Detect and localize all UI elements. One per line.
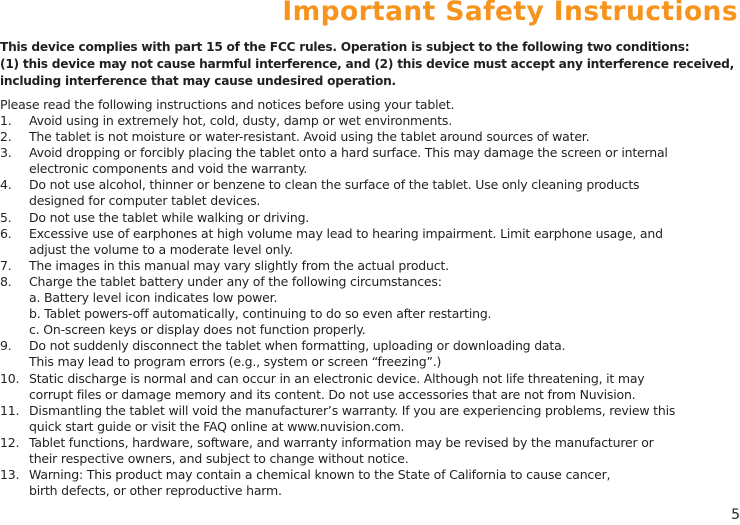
page-number: 5 bbox=[731, 507, 740, 523]
list-item-number: 2. bbox=[0, 129, 12, 145]
list-item-text: Do not use the tablet while walking or driving. bbox=[29, 209, 310, 225]
list-item-number: 12. bbox=[0, 434, 20, 450]
fcc-line: This device complies with part 15 of the FCC rules. Operation is subject to the following two conditions: bbox=[0, 40, 690, 54]
list-item bbox=[0, 113, 740, 129]
fcc-statement bbox=[0, 39, 740, 90]
list-item-text: b. Tablet powers-off automatically, continuing to do so even after restarting. bbox=[29, 306, 492, 322]
list-item-text: electronic components and void the warranty. bbox=[29, 161, 308, 177]
list-item-text: Do not suddenly disconnect the tablet when formatting, uploading or downloading data. bbox=[29, 338, 566, 354]
list-item-text: Avoid dropping or forcibly placing the tablet onto a hard surface. This may damage the screen or internal bbox=[29, 145, 668, 161]
list-item-text: Excessive use of earphones at high volume may lead to hearing impairment. Limit earphone usage, and bbox=[29, 225, 663, 241]
list-item bbox=[0, 274, 740, 338]
list-item-number: 6. bbox=[0, 225, 12, 241]
list-item bbox=[0, 435, 740, 467]
list-item-text: corrupt files or damage memory and its content. Do not use accessories that are not from Nuvision. bbox=[29, 386, 636, 402]
list-item-text: Warning: This product may contain a chemical known to the State of California to cause cancer, bbox=[29, 467, 611, 483]
safety-instructions-list bbox=[0, 113, 740, 499]
list-item-text: adjust the volume to a moderate level only. bbox=[29, 241, 293, 257]
list-item bbox=[0, 371, 740, 403]
list-item-text: This may lead to program errors (e.g., system or screen “freezing”.) bbox=[29, 354, 442, 370]
list-item bbox=[0, 145, 740, 177]
fcc-line: (1) this device may not cause harmful interference, and (2) this device must accept any interference received, bbox=[0, 57, 734, 71]
list-item-number: 1. bbox=[0, 113, 12, 128]
list-item-text: The tablet is not moisture or water-resistant. Avoid using the tablet around sources of water. bbox=[29, 129, 590, 145]
list-item-number: 11. bbox=[0, 402, 20, 418]
list-item-number: 5. bbox=[0, 209, 12, 225]
list-item-text: Avoid using in extremely hot, cold, dusty, damp or wet environments. bbox=[29, 113, 453, 128]
list-item bbox=[0, 210, 740, 226]
list-item-text: c. On-screen keys or display does not function properly. bbox=[29, 322, 366, 338]
list-item-text: The images in this manual may vary slightly from the actual product. bbox=[29, 257, 449, 273]
list-item bbox=[0, 226, 740, 258]
list-item-number: 4. bbox=[0, 177, 12, 193]
list-item-text: birth defects, or other reproductive harm. bbox=[29, 483, 282, 499]
list-item-text: Tablet functions, hardware, software, and warranty information may be revised by the manufacturer or bbox=[29, 434, 654, 450]
list-item bbox=[0, 403, 740, 435]
list-item-text: Charge the tablet battery under any of the following circumstances: bbox=[29, 273, 442, 289]
list-item-text: Do not use alcohol, thinner or benzene to clean the surface of the tablet. Use only cleaning products bbox=[29, 177, 640, 193]
list-item-text: their respective owners, and subject to change without notice. bbox=[29, 450, 409, 466]
page-title: Important Safety Instructions bbox=[282, 0, 738, 27]
intro-text: Please read the following instructions and notices before using your tablet. bbox=[0, 97, 455, 112]
list-item bbox=[0, 129, 740, 145]
list-item bbox=[0, 467, 740, 499]
list-item bbox=[0, 258, 740, 274]
list-item-number: 8. bbox=[0, 273, 12, 289]
list-item-number: 9. bbox=[0, 338, 12, 354]
list-item bbox=[0, 177, 740, 209]
list-item-text: designed for computer tablet devices. bbox=[29, 193, 261, 209]
list-item-text: a. Battery level icon indicates low power. bbox=[29, 290, 278, 306]
list-item-number: 13. bbox=[0, 467, 20, 483]
fcc-line: including interference that may cause undesired operation. bbox=[0, 74, 396, 88]
list-item-number: 3. bbox=[0, 145, 12, 161]
list-item-text: Dismantling the tablet will void the manufacturer’s warranty. If you are experiencing problems, review this bbox=[29, 402, 676, 418]
list-item bbox=[0, 338, 740, 370]
list-item-text: Static discharge is normal and can occur in an electronic device. Although not life threatening, it may bbox=[29, 370, 645, 386]
list-item-text: quick start guide or visit the FAQ online at www.nuvision.com. bbox=[29, 418, 405, 434]
list-item-number: 10. bbox=[0, 370, 20, 386]
list-item-number: 7. bbox=[0, 257, 12, 273]
